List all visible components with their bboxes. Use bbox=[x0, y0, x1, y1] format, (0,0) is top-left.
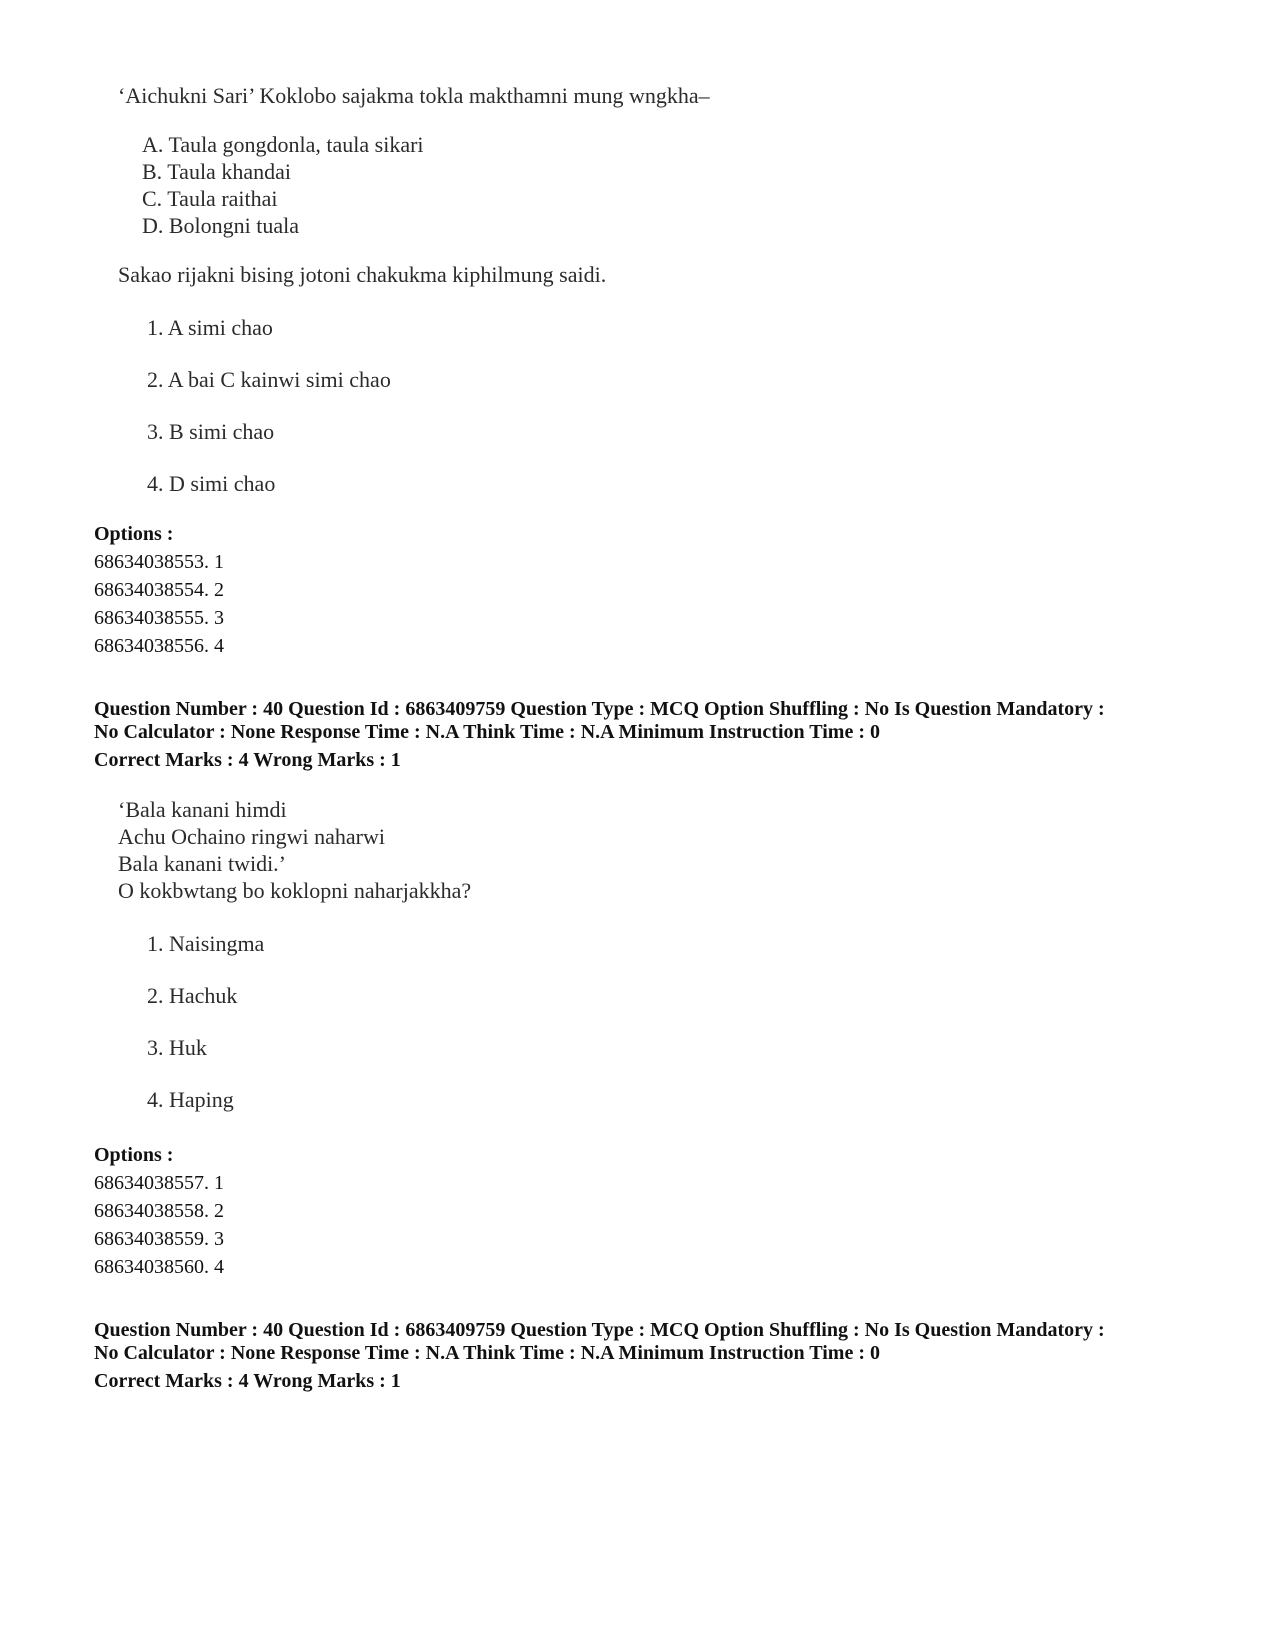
answer-4: 4. Haping bbox=[147, 1087, 234, 1112]
marks-line: Correct Marks : 4 Wrong Marks : 1 bbox=[94, 749, 401, 771]
choice-b: B. Taula khandai bbox=[142, 159, 291, 184]
choice-a: A. Taula gongdonla, taula sikari bbox=[142, 132, 424, 157]
question-text: ‘Aichukni Sari’ Koklobo sajakma tokla makthamni mung wngkha– bbox=[118, 83, 710, 108]
option-id: 68634038559. 3 bbox=[94, 1228, 224, 1250]
answer-3: 3. B simi chao bbox=[147, 419, 275, 444]
answer-2: 2. Hachuk bbox=[147, 983, 238, 1008]
poem-line: Achu Ochaino ringwi naharwi bbox=[118, 824, 385, 849]
question-text: O kokbwtang bo koklopni naharjakkha? bbox=[118, 878, 472, 903]
answer-2: 2. A bai C kainwi simi chao bbox=[147, 367, 391, 392]
option-id: 68634038555. 3 bbox=[94, 607, 224, 629]
options-heading: Options : bbox=[94, 1144, 174, 1166]
option-id: 68634038553. 1 bbox=[94, 551, 224, 573]
answer-1: 1. A simi chao bbox=[147, 315, 273, 340]
poem-line: ‘Bala kanani himdi bbox=[118, 797, 287, 822]
answer-4: 4. D simi chao bbox=[147, 471, 276, 496]
option-id: 68634038556. 4 bbox=[94, 635, 224, 657]
choice-d: D. Bolongni tuala bbox=[142, 213, 300, 238]
option-id: 68634038557. 1 bbox=[94, 1172, 224, 1194]
answer-3: 3. Huk bbox=[147, 1035, 207, 1060]
answer-1: 1. Naisingma bbox=[147, 931, 265, 956]
options-heading: Options : bbox=[94, 523, 174, 545]
marks-line: Correct Marks : 4 Wrong Marks : 1 bbox=[94, 1370, 401, 1392]
question-instruction: Sakao rijakni bising jotoni chakukma kiphilmung saidi. bbox=[118, 262, 607, 287]
option-id: 68634038554. 2 bbox=[94, 579, 224, 601]
question-header-line1: Question Number : 40 Question Id : 6863409759 Question Type : MCQ Option Shuffling : No Is Question Mandatory : bbox=[94, 698, 1105, 720]
poem-line: Bala kanani twidi.’ bbox=[118, 851, 287, 876]
question-header-line1: Question Number : 40 Question Id : 6863409759 Question Type : MCQ Option Shuffling : No Is Question Mandatory : bbox=[94, 1319, 1105, 1341]
question-header-line2: No Calculator : None Response Time : N.A Think Time : N.A Minimum Instruction Time : 0 bbox=[94, 1342, 880, 1364]
choice-c: C. Taula raithai bbox=[142, 186, 278, 211]
option-id: 68634038558. 2 bbox=[94, 1200, 224, 1222]
question-header-line2: No Calculator : None Response Time : N.A Think Time : N.A Minimum Instruction Time : 0 bbox=[94, 721, 880, 743]
option-id: 68634038560. 4 bbox=[94, 1256, 224, 1278]
